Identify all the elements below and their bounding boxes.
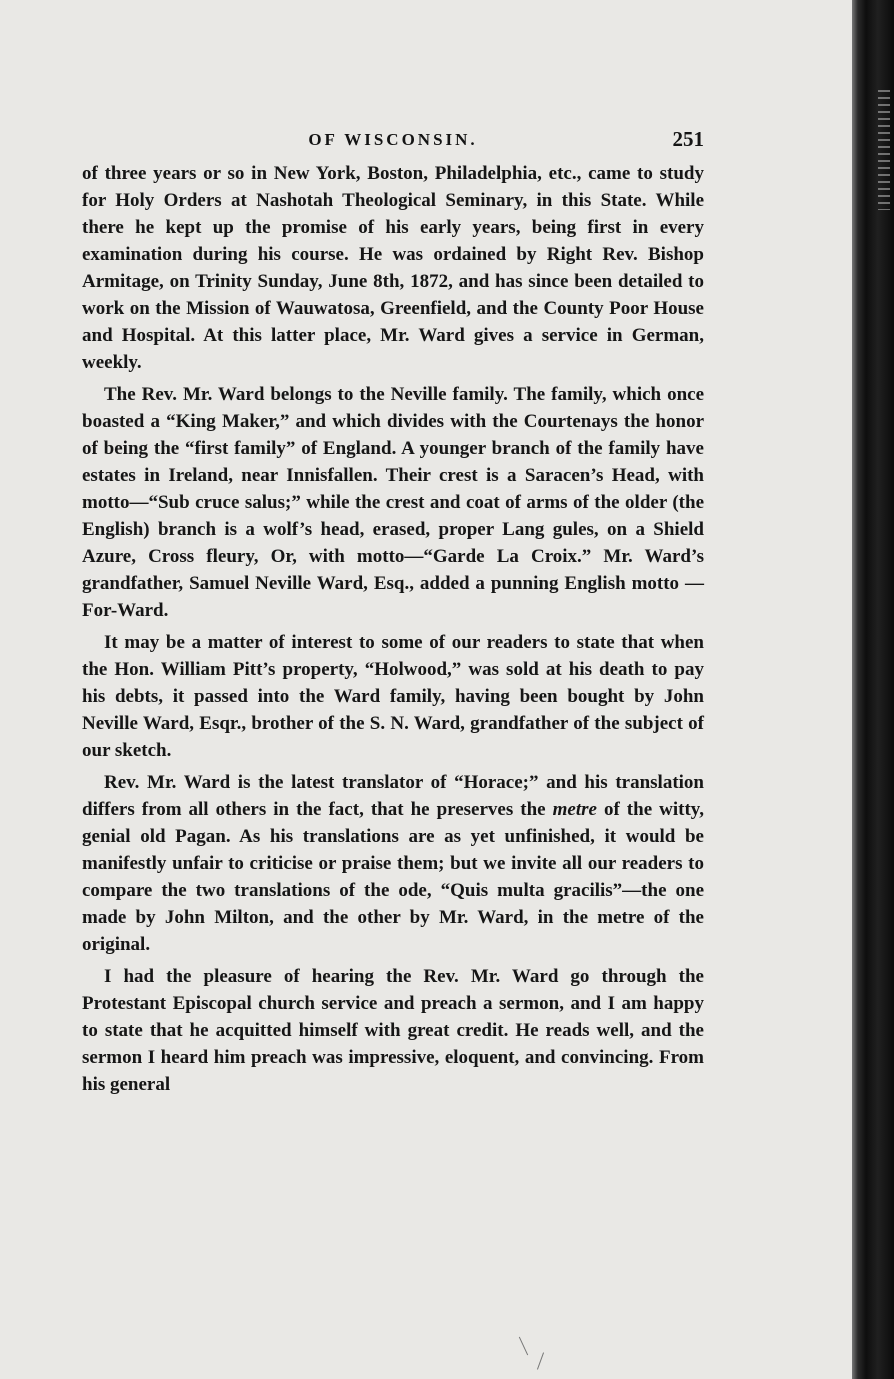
paragraph-1-text: of three years or so in New York, Boston, Philadelphia, etc., came to study for Holy Orders at Nashotah Theological Seminary, in this State. While there he kept up the promise of his early years, being first in every examination during his course. He was ordained by Right Rev. Bishop Armitage, on Trinity Sunday, June 8th, 1872, and has since been detailed to work on the Mission of Wauwatosa, Greenfield, and the County Poor House and Hospital. At this latter place, Mr. Ward gives a service in German, weekly. [82,163,704,373]
paragraph-3 [82,629,704,764]
binding-marks [878,90,890,210]
paragraph-2-text: The Rev. Mr. Ward belongs to the Neville family. The family, which once boasted a “King Maker,” and which divides with the Courtenays the honor of being the “first family” of England. A younger branch of the family have estates in Ireland, near Innisfallen. Their crest is a Saracen’s Head, with motto—“Sub cruce salus;” while the crest and coat of arms of the older (the English) branch is a wolf’s head, erased, proper Lang gules, on a Shield Azure, Cross fleury, Or, with motto—“Garde La Croix.” Mr. Ward’s grandfather, Samuel Neville Ward, Esq., added a punning English motto —For-Ward. [82,384,704,621]
page-number: 251 [672,127,704,151]
paragraph-4 [82,769,704,958]
paragraph-4-text-before: Rev. Mr. Ward is the latest translator of “Horace;” and his translation differs from all others in the fact, that he preserves the [82,772,704,820]
paragraph-3-text: It may be a matter of interest to some of our readers to state that when the Hon. William Pitt’s property, “Holwood,” was sold at his death to pay his debts, it passed into the Ward family, having been bought by John Neville Ward, Esqr., brother of the S. N. Ward, grandfather of the subject of our sketch. [82,632,704,761]
paragraph-5 [82,963,704,1098]
paragraph-5-text: I had the pleasure of hearing the Rev. Mr. Ward go through the Protestant Episcopal church service and preach a sermon, and I am happy to state that he acquitted himself with great credit. He reads well, and the sermon I heard him preach was impressive, eloquent, and convincing. From his general [82,966,704,1095]
scan-mark [519,1337,528,1356]
paragraph-4-text-after: of the witty, genial old Pagan. As his translations are as yet unfinished, it would be manifestly unfair to criticise or praise them; but we invite all our readers to compare the two translations of the ode, “Quis multa gracilis”—the one made by John Milton, and the other by Mr. Ward, in the metre of the original. [82,799,705,955]
scan-mark [537,1352,544,1369]
paragraph-4-emphasis: metre [552,799,597,820]
paragraph-1 [82,160,704,376]
page-header [82,127,704,157]
paragraph-2 [82,381,704,624]
running-head: OF WISCONSIN. [308,130,478,149]
body-text [82,160,704,1103]
